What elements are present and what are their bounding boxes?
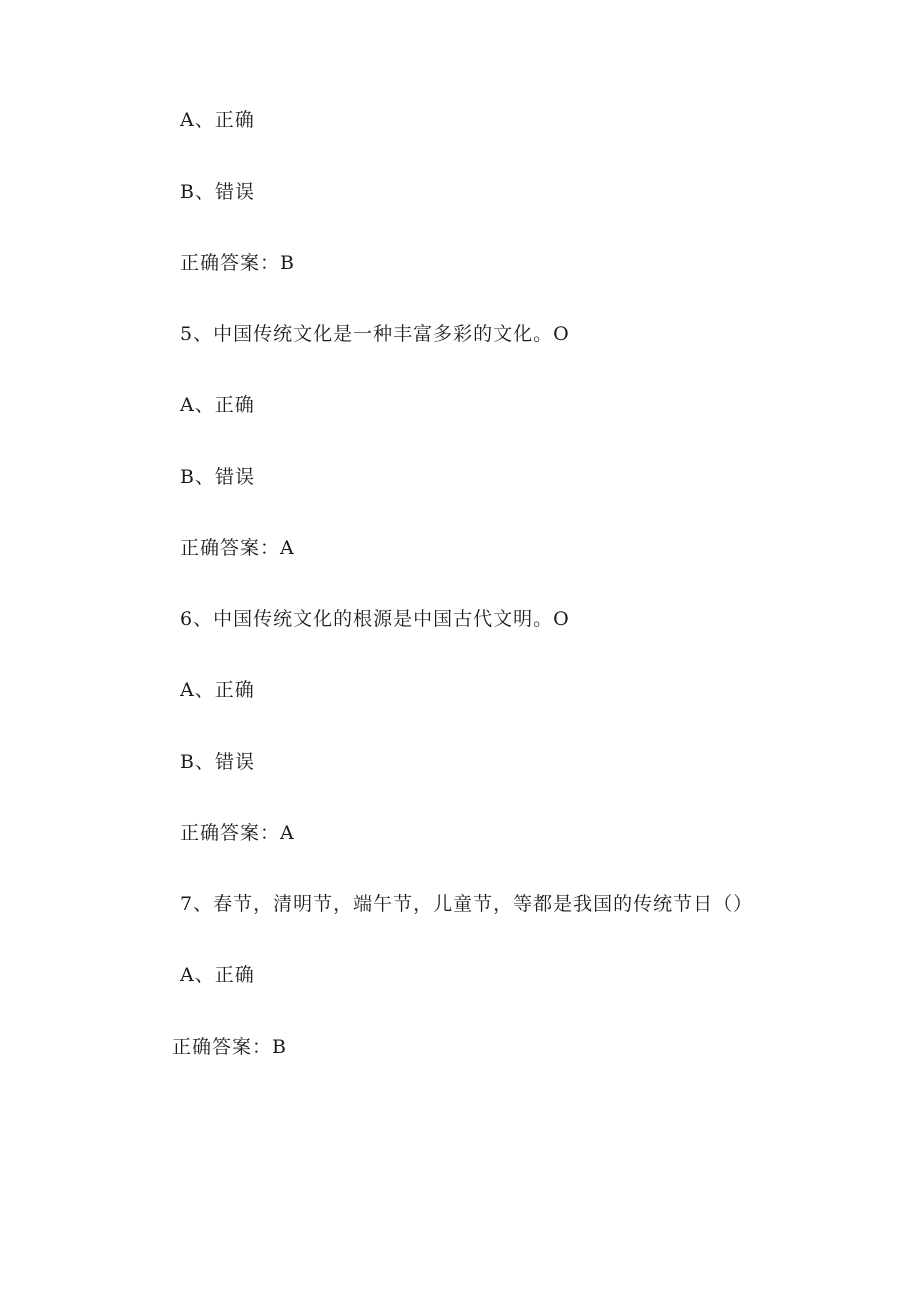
answer-q6: 正确答案：A [180,822,295,844]
option-b-q6: B、错误 [180,751,255,773]
option-a-q4: A、正确 [180,109,255,131]
question-6: 6、中国传统文化的根源是中国古代文明。O [180,608,570,630]
option-a-q7: A、正确 [180,964,255,986]
option-a-q5: A、正确 [180,394,255,416]
answer-q4: 正确答案：B [180,252,295,274]
question-7: 7、春节，清明节，端午节，儿童节，等都是我国的传统节日（） [180,893,754,915]
question-5: 5、中国传统文化是一种丰富多彩的文化。O [180,323,570,345]
option-b-q5: B、错误 [180,466,255,488]
option-b-q4: B、错误 [180,181,255,203]
answer-q7: 正确答案：B [172,1036,287,1058]
option-a-q6: A、正确 [180,679,255,701]
answer-q5: 正确答案：A [180,537,295,559]
